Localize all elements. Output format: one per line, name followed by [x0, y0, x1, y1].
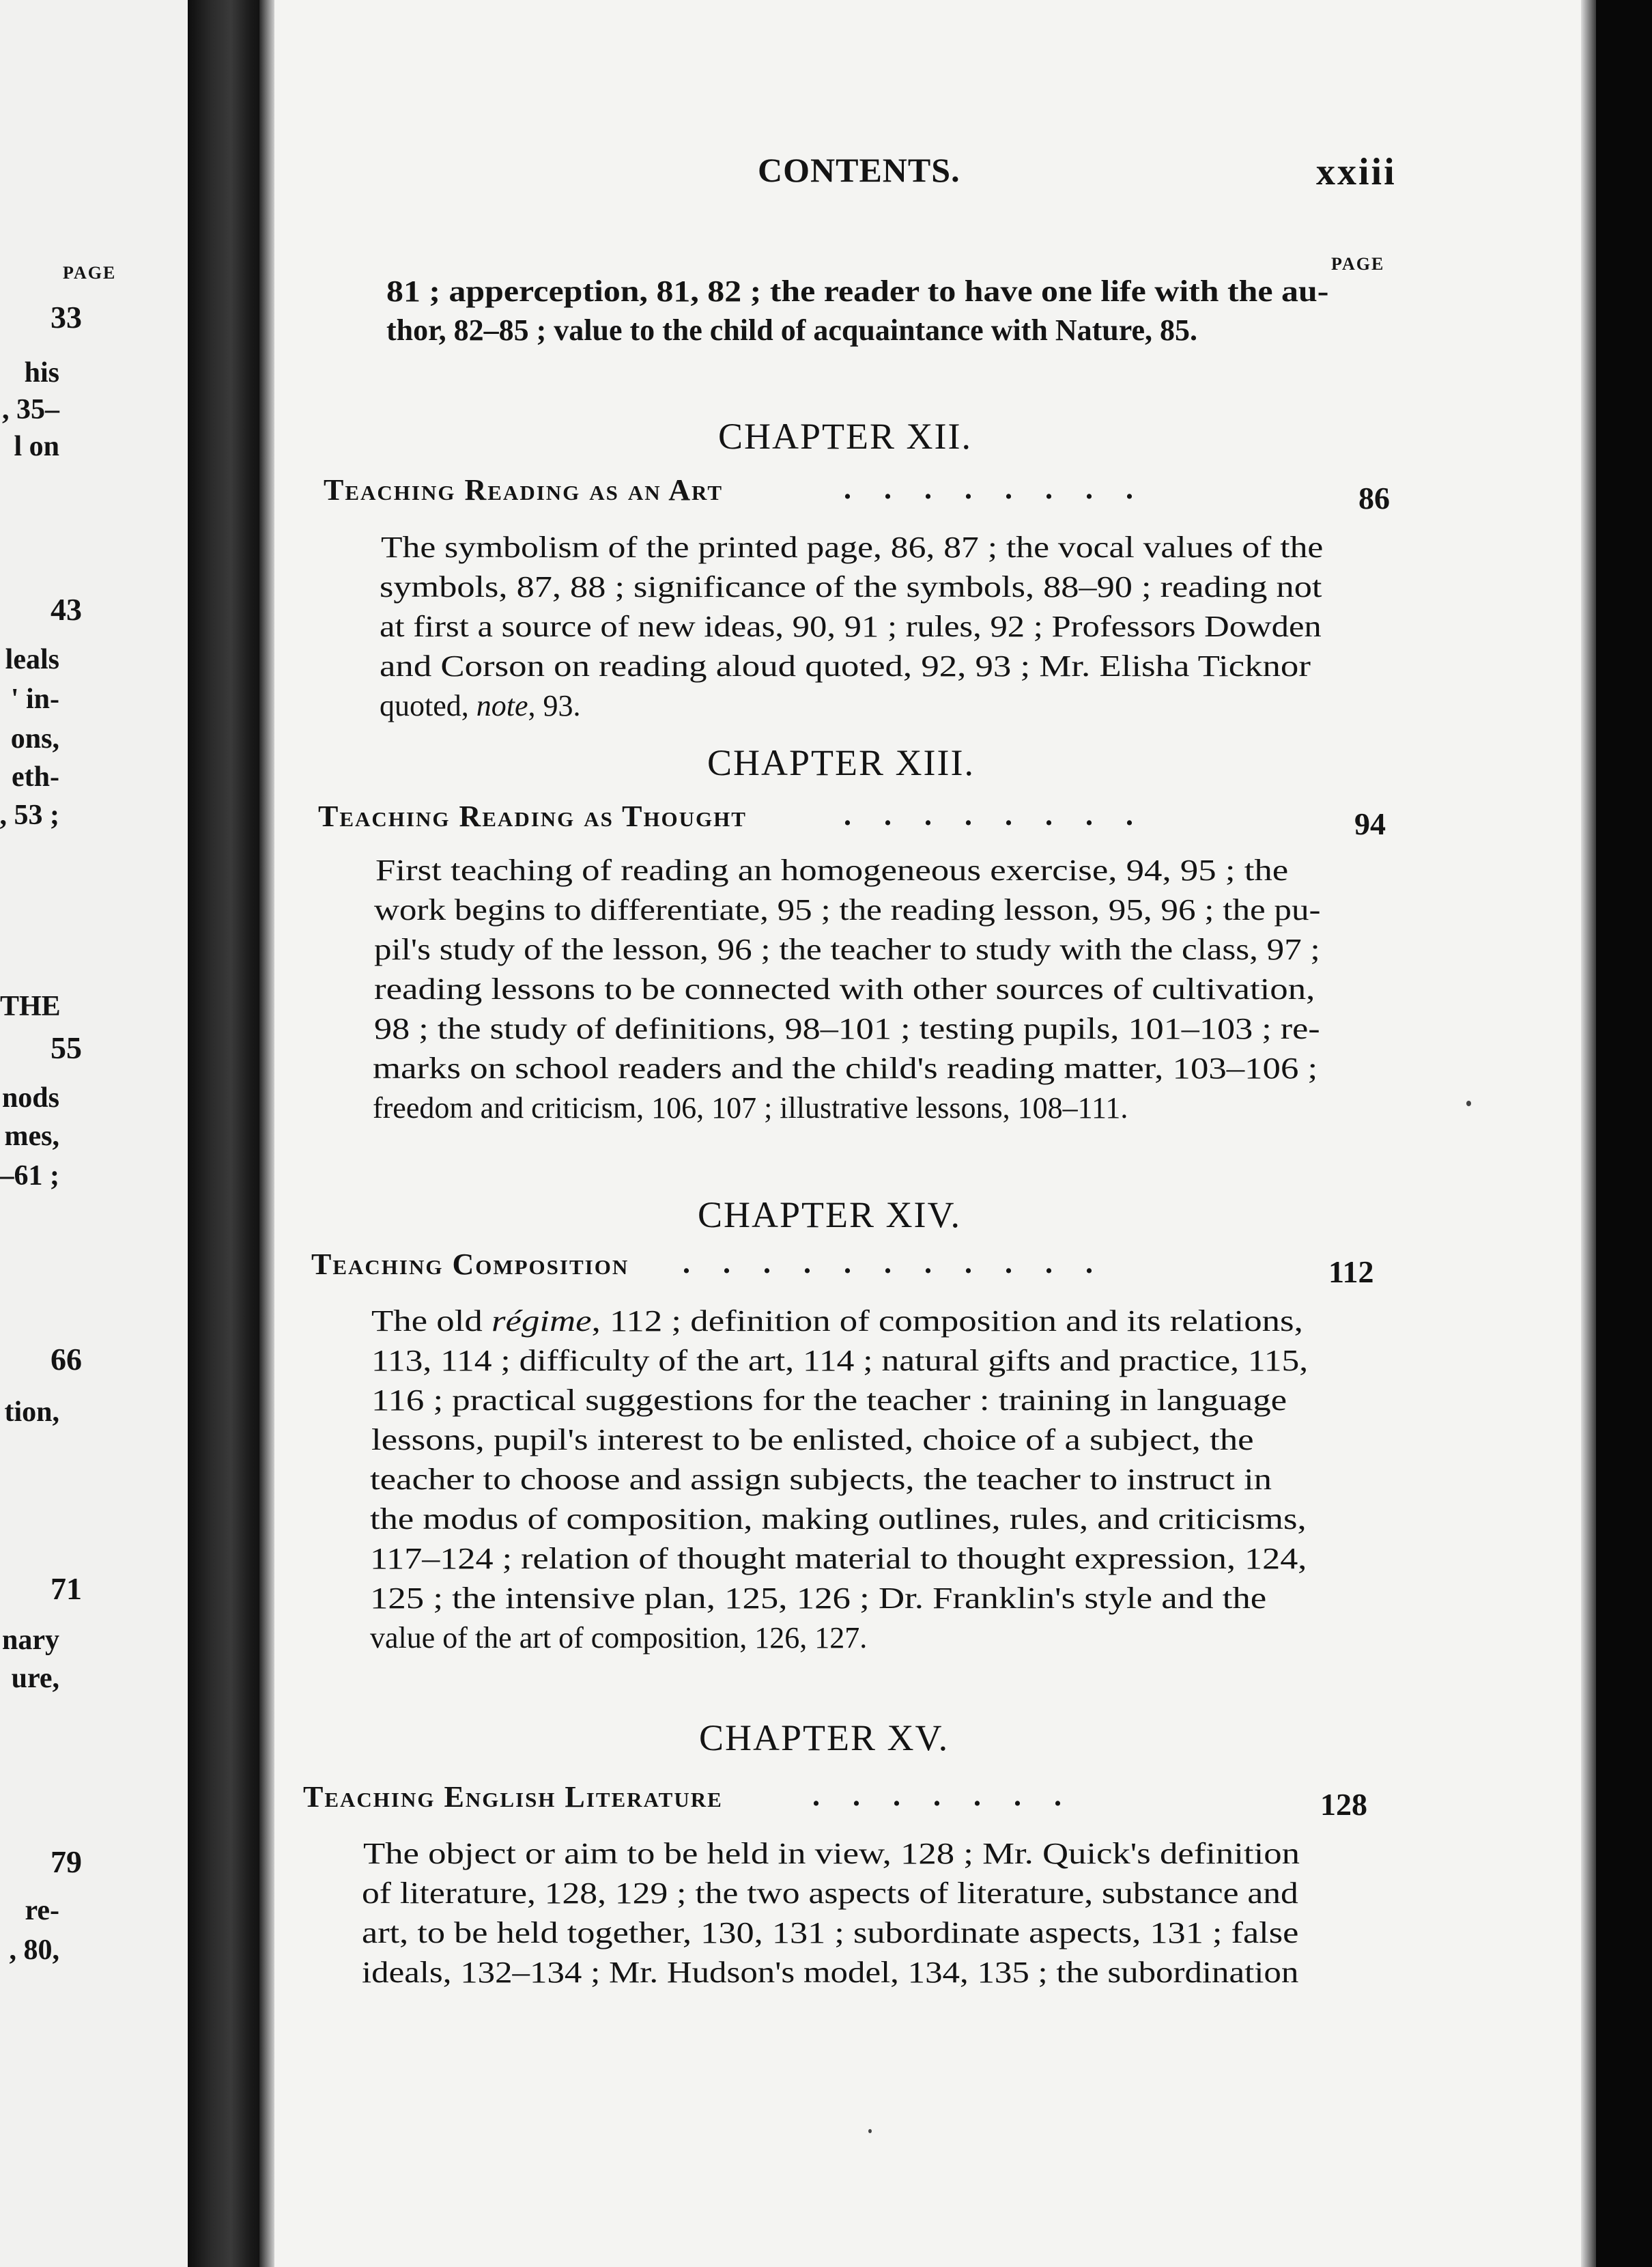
- left-page-fragment: leals: [5, 644, 59, 675]
- text-line: value of the art of composition, 126, 127.: [370, 1621, 868, 1655]
- left-page-number: 33: [51, 300, 82, 335]
- left-page-fragment: ' in-: [10, 684, 59, 715]
- page-column-label: PAGE: [1331, 254, 1385, 274]
- scan-speck: [1466, 1101, 1471, 1106]
- chapter-page-number: 94: [1354, 806, 1386, 841]
- chapter-heading: CHAPTER XII.: [718, 416, 972, 457]
- chapter-heading: CHAPTER XIII.: [707, 742, 975, 783]
- text-line: The old régime, 112 ; definition of composition and its relations,: [371, 1304, 1303, 1338]
- text-line: 98 ; the study of definitions, 98–101 ; testing pupils, 101–103 ; re-: [374, 1012, 1320, 1045]
- text-line: thor, 82–85 ; value to the child of acquaintance with Nature, 85.: [386, 313, 1197, 347]
- chapter-heading: CHAPTER XV.: [699, 1717, 950, 1758]
- left-page-strip: [0, 0, 188, 2267]
- chapter-heading: CHAPTER XIV.: [698, 1194, 962, 1235]
- text-line: art, to be held together, 130, 131 ; subordinate aspects, 131 ; false: [362, 1916, 1299, 1949]
- text-line: 116 ; practical suggestions for the teacher : training in language: [371, 1383, 1287, 1417]
- folio: xxiii: [1316, 151, 1397, 193]
- text-line: the modus of composition, making outlines, rules, and criticisms,: [370, 1502, 1307, 1536]
- left-page-fragment: ons,: [10, 723, 59, 755]
- left-page-number: 55: [51, 1030, 82, 1065]
- text-line: symbols, 87, 88 ; significance of the symbols, 88–90 ; reading not: [380, 570, 1322, 604]
- left-page-number: 79: [51, 1844, 82, 1879]
- dot-leaders: ........: [844, 472, 1166, 505]
- text-line: First teaching of reading an homogeneous exercise, 94, 95 ; the: [375, 854, 1289, 887]
- text-line: lessons, pupil's interest to be enlisted, choice of a subject, the: [371, 1423, 1254, 1456]
- left-page-fragment: ure,: [11, 1663, 59, 1694]
- page-header: [0, 150, 1652, 198]
- chapter-title: Teaching Composition: [311, 1248, 629, 1281]
- text-line: 81 ; apperception, 81, 82 ; the reader to have one life with the au-: [386, 274, 1329, 308]
- text-line: 117–124 ; relation of thought material to thought expression, 124,: [370, 1542, 1307, 1575]
- chapter-page-number: 112: [1328, 1254, 1374, 1289]
- left-page-number: 71: [51, 1571, 82, 1606]
- left-page-number: 66: [51, 1342, 82, 1377]
- text-line: The object or aim to be held in view, 128 ; Mr. Quick's definition: [363, 1837, 1300, 1870]
- scan-border-right: [1596, 0, 1652, 2267]
- left-page-fragment: , 53 ;: [0, 800, 59, 831]
- text-line: ideals, 132–134 ; Mr. Hudson's model, 134, 135 ; the subordination: [362, 1956, 1299, 1989]
- scan-speck: [868, 2129, 872, 2133]
- left-page-fragment: mes,: [4, 1121, 59, 1152]
- running-head: CONTENTS.: [758, 151, 960, 189]
- text-line: pil's study of the lesson, 96 ; the teacher to study with the class, 97 ;: [374, 933, 1320, 966]
- text-line: teacher to choose and assign subjects, the teacher to instruct in: [370, 1463, 1272, 1496]
- text-line: reading lessons to be connected with other sources of cultivation,: [374, 972, 1315, 1006]
- text-line: at first a source of new ideas, 90, 91 ; rules, 92 ; Professors Dowden: [380, 610, 1322, 643]
- chapter-page-number: 128: [1320, 1787, 1367, 1822]
- left-page-fragment: , 80,: [9, 1934, 59, 1966]
- left-page-fragment: nary: [2, 1624, 59, 1656]
- left-page-fragment: tion,: [4, 1396, 59, 1428]
- page-edge-shadow: [259, 0, 274, 2267]
- left-page-fragment: re-: [25, 1895, 59, 1926]
- left-page-fragment: eth-: [12, 761, 59, 793]
- text-line: of literature, 128, 129 ; the two aspects of literature, substance and: [362, 1876, 1298, 1910]
- left-page-fragment: his: [24, 357, 59, 389]
- text-line: quoted, note, 93.: [380, 689, 581, 722]
- left-page-fragment: –61 ;: [0, 1160, 59, 1192]
- dot-leaders: .......: [812, 1779, 1094, 1812]
- left-page-fragment: l on: [14, 431, 59, 462]
- text-line: 125 ; the intensive plan, 125, 126 ; Dr. Franklin's style and the: [370, 1581, 1267, 1615]
- chapter-title: Teaching Reading as an Art: [324, 473, 723, 507]
- text-line: work begins to differentiate, 95 ; the reading lesson, 95, 96 ; the pu-: [374, 893, 1321, 927]
- chapter-title: Teaching English Literature: [303, 1780, 723, 1814]
- dot-leaders: ...........: [683, 1246, 1126, 1280]
- left-page-number: 43: [51, 592, 82, 627]
- chapter-title: Teaching Reading as Thought: [318, 800, 747, 833]
- right-edge-shadow: [1581, 0, 1596, 2267]
- left-page-fragment: nods: [1, 1082, 59, 1114]
- text-line: freedom and criticism, 106, 107 ; illustrative lessons, 108–111.: [373, 1091, 1128, 1125]
- book-gutter-shadow: [188, 0, 266, 2267]
- left-page-fragment: THE: [0, 991, 61, 1022]
- dot-leaders: ........: [844, 798, 1166, 832]
- left-page-label: PAGE: [63, 263, 117, 283]
- text-line: and Corson on reading aloud quoted, 92, 93 ; Mr. Elisha Ticknor: [380, 649, 1311, 683]
- text-line: 113, 114 ; difficulty of the art, 114 ; natural gifts and practice, 115,: [371, 1344, 1309, 1377]
- left-page-fragment: , 35–: [2, 394, 59, 425]
- text-line: marks on school readers and the child's reading matter, 103–106 ;: [373, 1052, 1318, 1085]
- chapter-page-number: 86: [1358, 481, 1390, 516]
- text-line: The symbolism of the printed page, 86, 87 ; the vocal values of the: [381, 531, 1324, 564]
